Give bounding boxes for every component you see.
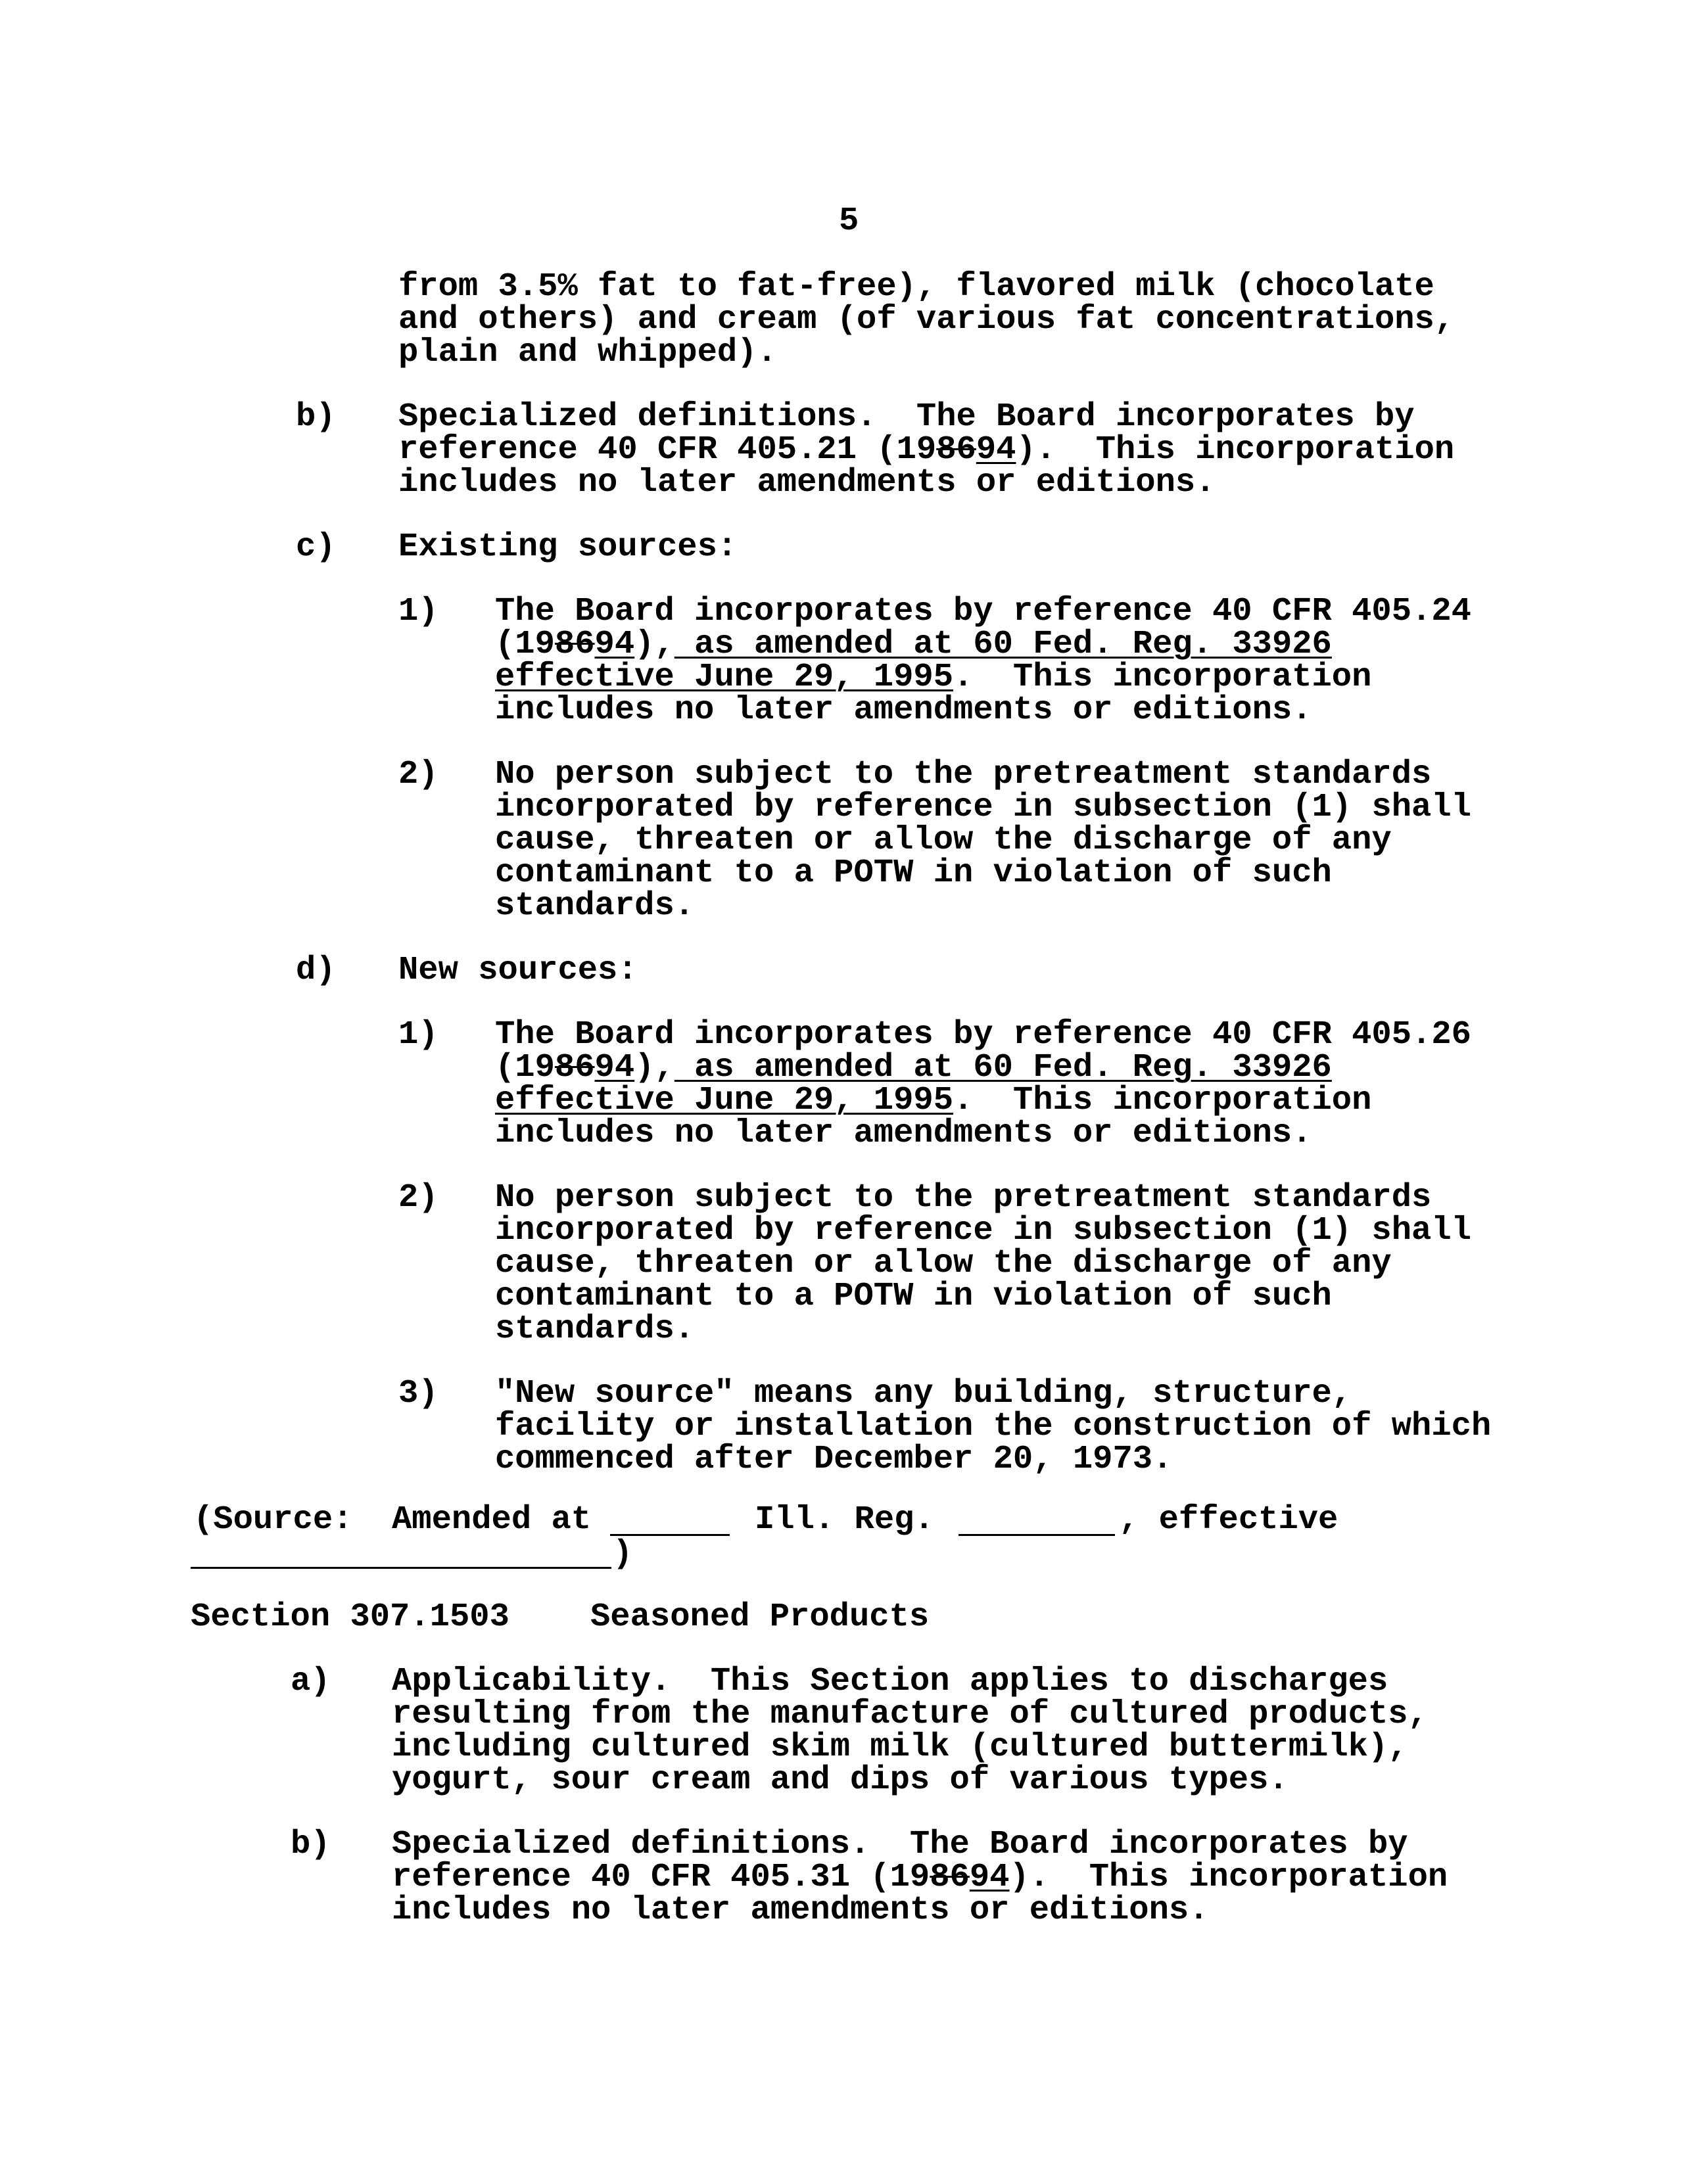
paragraph-line: commenced after December 20, 1973. xyxy=(495,1441,1173,1478)
paragraph-line: plain and whipped). xyxy=(398,334,777,371)
source-close: ) xyxy=(613,1535,633,1573)
paragraph-line: facility or installation the construction of which xyxy=(495,1408,1492,1445)
inserted-text: 94 xyxy=(594,1049,635,1086)
paragraph-line: effective June 29, 1995. This incorporation xyxy=(495,659,1372,696)
paragraph-line: includes no later amendments or editions. xyxy=(392,1892,1209,1929)
paragraph-line: includes no later amendments or editions. xyxy=(398,464,1216,501)
paragraph-line: yogurt, sour cream and dips of various types. xyxy=(392,1761,1289,1799)
paragraph-line: No person subject to the pretreatment standards xyxy=(495,756,1432,793)
paragraph-line: from 3.5% fat to fat-free), flavored milk (chocolate xyxy=(398,268,1434,306)
source-ill-reg: Ill. Reg. xyxy=(755,1501,934,1539)
item-heading: Existing sources: xyxy=(398,528,738,566)
inserted-text: 94 xyxy=(969,1859,1010,1896)
subitem-label: 2) xyxy=(398,756,438,793)
section-title: Seasoned Products xyxy=(590,1598,930,1636)
inserted-text: effective June 29, 1995 xyxy=(495,659,954,696)
paragraph-line: (198694), as amended at 60 Fed. Reg. 33926 xyxy=(495,626,1332,663)
paragraph-line: cause, threaten or allow the discharge of any xyxy=(495,1245,1392,1282)
deleted-text: 86 xyxy=(554,1049,595,1086)
inserted-text: as amended at 60 Fed. Reg. 33926 xyxy=(674,1049,1332,1086)
paragraph-line: Specialized definitions. The Board incorporates by xyxy=(398,398,1415,436)
item-label: b) xyxy=(291,1826,331,1863)
inserted-text: effective June 29, 1995 xyxy=(495,1082,954,1119)
item-label: a) xyxy=(291,1663,331,1700)
source-effective: , effective xyxy=(1119,1501,1338,1539)
paragraph-line: Specialized definitions. The Board incorporates by xyxy=(392,1826,1408,1863)
paragraph-line: includes no later amendments or editions. xyxy=(495,1115,1312,1152)
paragraph-line: "New source" means any building, structure, xyxy=(495,1375,1352,1412)
subitem-label: 2) xyxy=(398,1179,438,1217)
item-heading: New sources: xyxy=(398,952,638,989)
paragraph-line: incorporated by reference in subsection (1) shall xyxy=(495,1212,1471,1249)
paragraph-line: standards. xyxy=(495,1311,695,1348)
inserted-text: 94 xyxy=(594,626,635,663)
deleted-text: 86 xyxy=(936,431,976,469)
paragraph-line: cause, threaten or allow the discharge of any xyxy=(495,822,1392,859)
subitem-label: 1) xyxy=(398,1016,438,1054)
paragraph-line: reference 40 CFR 405.21 (198694). This incorporation xyxy=(398,431,1455,469)
paragraph-line: reference 40 CFR 405.31 (198694). This incorporation xyxy=(392,1859,1448,1896)
paragraph-line: (198694), as amended at 60 Fed. Reg. 33926 xyxy=(495,1049,1332,1086)
source-prefix: (Source: xyxy=(193,1501,353,1539)
paragraph-line: resulting from the manufacture of cultured products, xyxy=(392,1696,1428,1733)
page-blank xyxy=(958,1534,1115,1536)
paragraph-line: including cultured skim milk (cultured buttermilk), xyxy=(392,1729,1408,1766)
inserted-text: 94 xyxy=(976,431,1016,469)
deleted-text: 86 xyxy=(930,1859,970,1896)
subitem-label: 1) xyxy=(398,593,438,630)
paragraph-line: contaminant to a POTW in violation of such xyxy=(495,854,1332,892)
item-label: b) xyxy=(296,398,336,436)
paragraph-line: incorporated by reference in subsection (1) shall xyxy=(495,789,1471,826)
paragraph-line: effective June 29, 1995. This incorporation xyxy=(495,1082,1372,1119)
paragraph-line: includes no later amendments or editions. xyxy=(495,691,1312,729)
source-amended-at: Amended at xyxy=(392,1501,592,1539)
paragraph-line: contaminant to a POTW in violation of such xyxy=(495,1278,1332,1315)
subitem-label: 3) xyxy=(398,1375,438,1412)
paragraph-line: standards. xyxy=(495,887,695,925)
page-number: 5 xyxy=(839,202,859,240)
paragraph-line: No person subject to the pretreatment standards xyxy=(495,1179,1432,1217)
paragraph-line: The Board incorporates by reference 40 CFR 405.24 xyxy=(495,593,1471,630)
section-number: Section 307.1503 xyxy=(191,1598,509,1636)
paragraph-line: and others) and cream (of various fat concentrations, xyxy=(398,301,1455,338)
item-label: c) xyxy=(296,528,336,566)
inserted-text: as amended at 60 Fed. Reg. 33926 xyxy=(674,626,1332,663)
paragraph-line: Applicability. This Section applies to discharges xyxy=(392,1663,1388,1700)
item-label: d) xyxy=(296,952,336,989)
date-blank xyxy=(191,1567,611,1569)
deleted-text: 86 xyxy=(554,626,595,663)
paragraph-line: The Board incorporates by reference 40 CFR 405.26 xyxy=(495,1016,1471,1054)
